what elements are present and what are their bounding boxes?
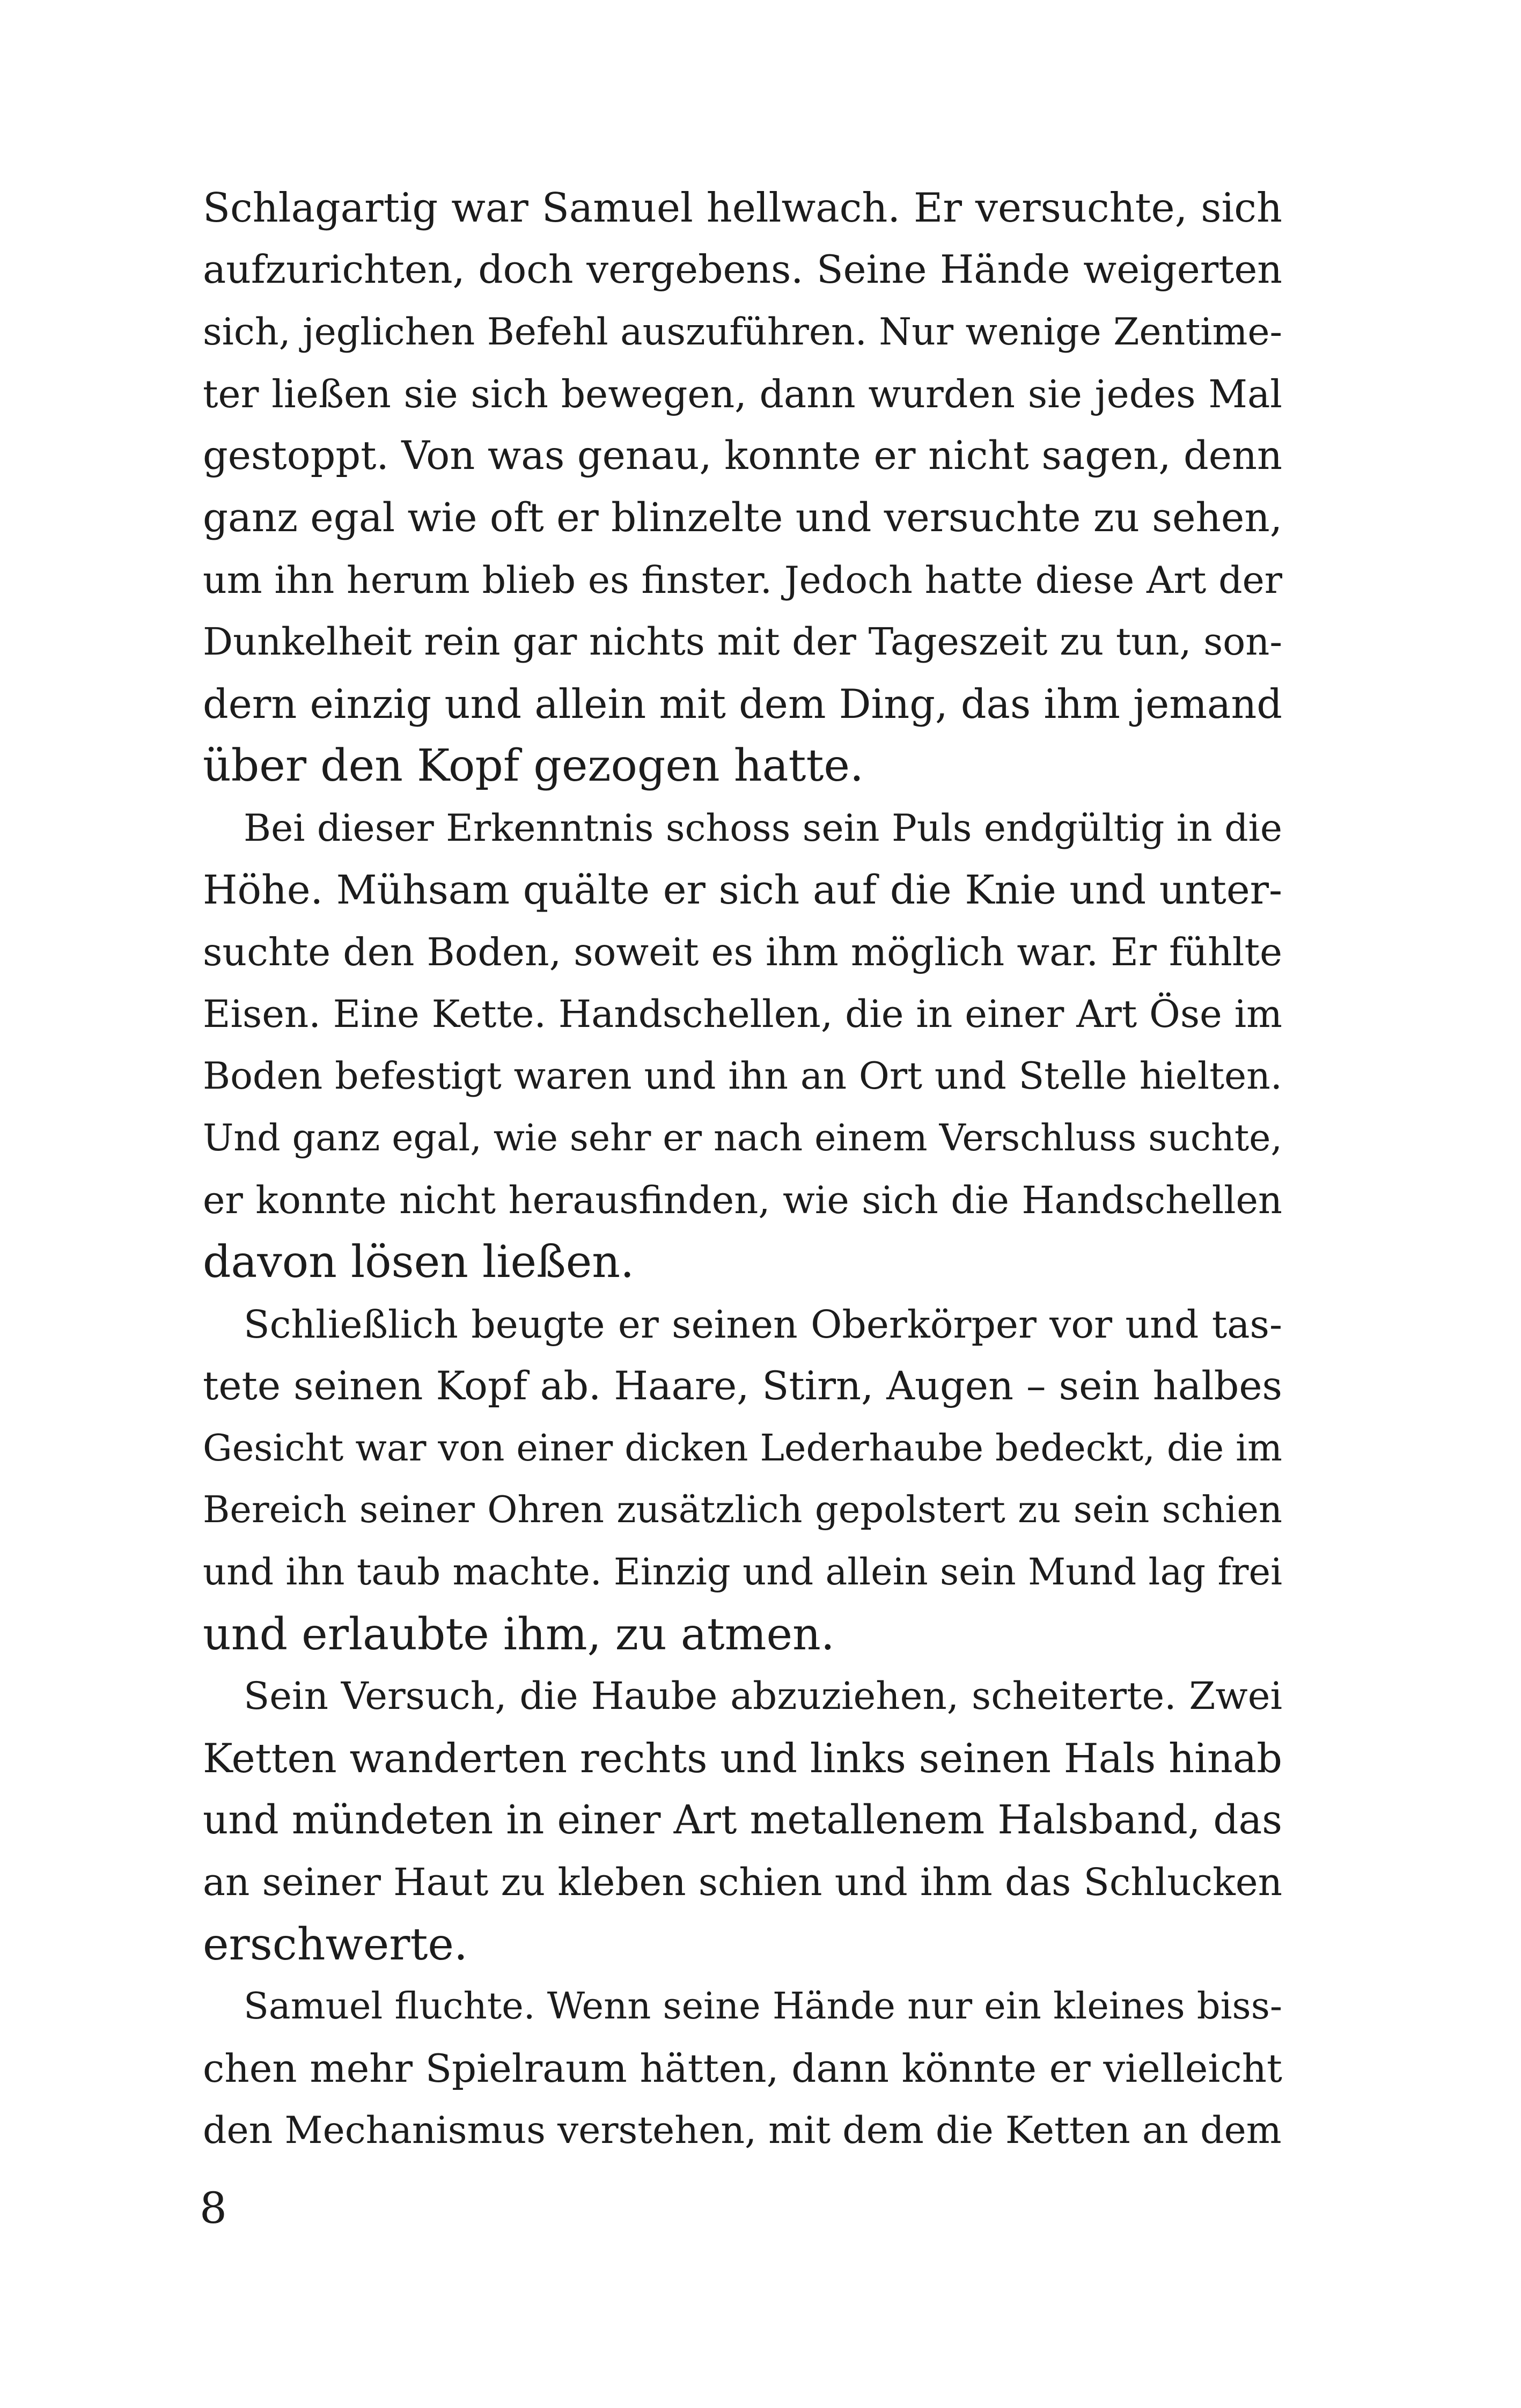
- body-text: [203, 177, 1282, 2162]
- text-line: suchte den Boden, soweit es ihm möglich war. Er fühlte: [203, 930, 1282, 975]
- text-line: Eisen. Eine Kette. Handschellen, die in einer Art Öse im: [203, 992, 1282, 1036]
- text-line: gestoppt. Von was genau, konnte er nicht sagen, denn: [203, 433, 1282, 479]
- text-line: dern einzig und allein mit dem Ding, das ihm jemand: [203, 680, 1282, 728]
- text-line: chen mehr Spielraum hätten, dann könnte er vielleicht: [203, 2045, 1282, 2091]
- text-line: sich, jeglichen Befehl auszuführen. Nur wenige Zentime-: [203, 310, 1282, 354]
- text-line: ter ließen sie sich bewegen, dann wurden sie jedes Mal: [203, 371, 1282, 416]
- text-line: Ketten wanderten rechts und links seinen Hals hinab: [203, 1735, 1282, 1782]
- text-line: an seiner Haut zu kleben schien und ihm das Schlucken: [203, 1860, 1282, 1905]
- text-line: erschwerte.: [203, 1919, 468, 1970]
- text-line: er konnte nicht herausfinden, wie sich die Handschellen: [203, 1178, 1282, 1222]
- paragraph-start-line: Schließlich beugte er seinen Oberkörper vor und tas-: [244, 1302, 1282, 1347]
- text-line: tete seinen Kopf ab. Haare, Stirn, Augen – sein halbes: [203, 1363, 1282, 1409]
- text-line: um ihn herum blieb es finster. Jedoch hatte diese Art der: [203, 558, 1282, 602]
- text-line: davon lösen ließen.: [203, 1237, 635, 1288]
- text-line: Dunkelheit rein gar nichts mit der Tageszeit zu tun, son-: [203, 620, 1282, 664]
- text-line: Höhe. Mühsam quälte er sich auf die Knie und unter-: [203, 867, 1282, 913]
- text-line: Bereich seiner Ohren zusätzlich gepolstert zu sein schien: [203, 1488, 1282, 1532]
- text-line: und mündeten in einer Art metallenem Halsband, das: [203, 1797, 1282, 1844]
- text-line: Gesicht war von einer dicken Lederhaube bedeckt, die im: [203, 1426, 1282, 1470]
- text-line: Boden befestigt waren und ihn an Ort und Stelle hielten.: [203, 1054, 1282, 1098]
- page-number: 8: [200, 2183, 227, 2233]
- text-line: Und ganz egal, wie sehr er nach einem Verschluss suchte,: [203, 1117, 1282, 1159]
- paragraph-start-line: Bei dieser Erkenntnis schoss sein Puls endgültig in die: [244, 806, 1282, 850]
- text-line: ganz egal wie oft er blinzelte und versuchte zu sehen,: [203, 495, 1283, 541]
- text-line: und ihn taub machte. Einzig und allein sein Mund lag frei: [203, 1551, 1282, 1594]
- paragraph-start-line: Samuel fluchte. Wenn seine Hände nur ein kleines biss-: [244, 1985, 1282, 2028]
- paragraph-start-line: Sein Versuch, die Haube abzuziehen, scheiterte. Zwei: [244, 1674, 1282, 1719]
- text-line: den Mechanismus verstehen, mit dem die Ketten an dem: [203, 2109, 1282, 2153]
- text-line: über den Kopf gezogen hatte.: [203, 740, 864, 792]
- text-line: und erlaubte ihm, zu atmen.: [203, 1609, 835, 1660]
- text-line: Schlagartig war Samuel hellwach. Er versuchte, sich: [203, 185, 1282, 231]
- text-line: aufzurichten, doch vergebens. Seine Hände weigerten: [203, 247, 1282, 292]
